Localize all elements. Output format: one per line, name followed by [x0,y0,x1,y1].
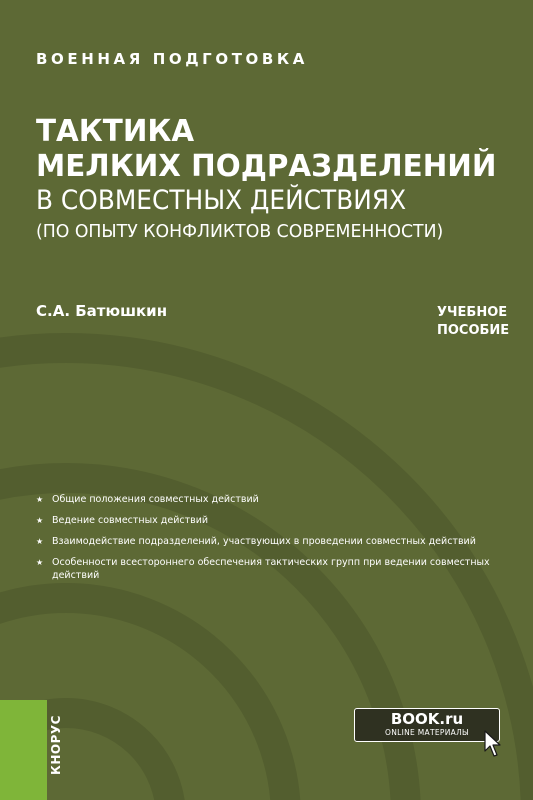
title-line-3: В СОВМЕСТНЫХ ДЕЙСТВИЯХ [36,185,407,216]
badge-brand: BOOK.ru [390,710,464,728]
star-icon: ★ [36,495,44,504]
badge-subtitle: ONLINE МАТЕРИАЛЫ [385,728,469,737]
topic-text: Особенности всестороннего обеспечения тактических групп при ведении совместных действий [52,557,490,581]
star-icon: ★ [36,537,44,546]
document-type-line-1: УЧЕБНОЕ [437,305,508,320]
title-line-2: МЕЛКИХ ПОДРАЗДЕЛЕНИЙ [36,149,497,184]
topic-text: Взаимодействие подразделений, участвующих в проведении совместных действий [52,536,476,547]
star-icon: ★ [36,558,44,567]
list-item [36,556,506,582]
cursor-arrow-icon [484,730,502,758]
star-icon: ★ [36,516,44,525]
book-title [36,114,516,246]
title-line-1: ТАКТИКА [36,114,195,149]
series-title: ВОЕННАЯ ПОДГОТОВКА [36,50,308,68]
list-item [36,514,506,527]
book-ru-badge[interactable] [354,708,500,742]
list-item [36,493,506,506]
document-type [437,304,509,340]
topics-list [36,493,506,590]
title-line-4: (ПО ОПЫТУ КОНФЛИКТОВ СОВРЕМЕННОСТИ) [36,221,444,242]
list-item [36,535,506,548]
author-name: С.А. Батюшкин [36,302,168,320]
document-type-line-2: ПОСОБИЕ [437,323,510,338]
publisher-strip [0,700,47,800]
topic-text: Ведение совместных действий [52,515,209,526]
publisher-logo: КНОРУС [49,715,63,775]
topic-text: Общие положения совместных действий [52,494,259,505]
